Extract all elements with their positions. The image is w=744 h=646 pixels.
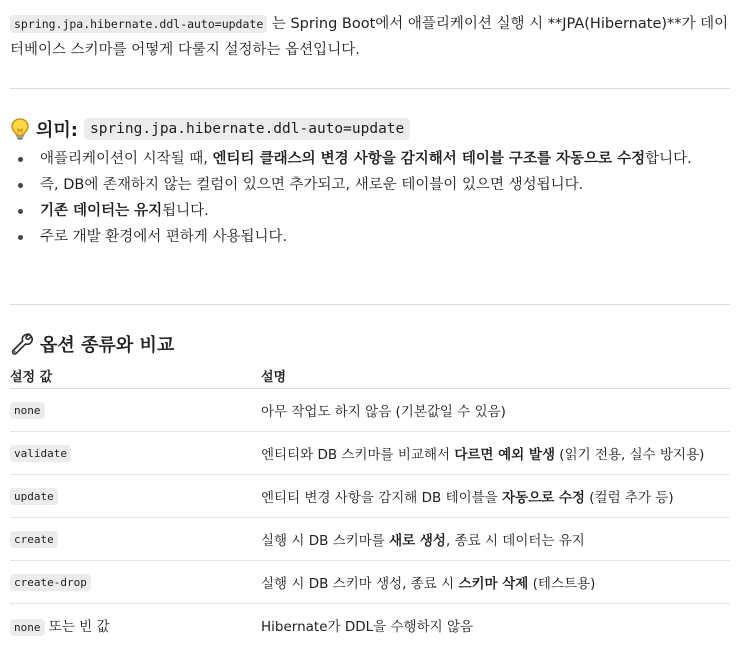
value-cell: [10, 432, 261, 475]
description-bold-text: 자동으로 수정: [502, 490, 585, 506]
description-text: 엔티티 변경 사항을 감지해 DB 테이블을: [261, 490, 502, 506]
description-bold-text: 다르면 예외 발생: [454, 447, 555, 463]
table-row: [10, 432, 730, 475]
intro-text: 는 Spring Boot에서 애플리케이션 실행 시 **JPA(Hibernate)**가 데이터베이스 스키마를 어떻게 다룰지 설정하는 옵션입니다.: [10, 16, 728, 58]
value-cell: [10, 604, 261, 646]
table-row: [10, 518, 730, 561]
list-item: [10, 224, 725, 250]
intro-paragraph: [10, 11, 730, 63]
divider-top: [10, 88, 730, 89]
table-row: [10, 604, 730, 646]
value-cell: [10, 475, 261, 518]
table-row: [10, 561, 730, 604]
value-code: create-drop: [10, 574, 91, 591]
list-item: [10, 198, 725, 224]
description-cell: [261, 432, 730, 475]
options-title: 옵션 종류와 비교: [40, 331, 174, 357]
value-cell: [10, 518, 261, 561]
description-text: 실행 시 DB 스키마를: [261, 533, 389, 549]
description-text: Hibernate가 DDL을 수행하지 않음: [261, 619, 473, 635]
description-text: (테스트용): [528, 576, 595, 592]
column-header-description: 설명: [261, 366, 730, 389]
intro-code: spring.jpa.hibernate.ddl-auto=update: [10, 15, 267, 33]
bullet-text: 즉, DB에 존재하지 않는 컬럼이 있으면 추가되고, 새로운 테이블이 있으면 생성됩니다.: [40, 177, 583, 193]
meaning-label: 의미:: [36, 116, 78, 142]
table-row: [10, 389, 730, 432]
table-row: [10, 475, 730, 518]
description-text: 실행 시 DB 스키마 생성, 종료 시: [261, 576, 458, 592]
list-item: [10, 172, 725, 198]
bullet-text: 애플리케이션이 시작될 때,: [40, 151, 213, 167]
value-cell: [10, 389, 261, 432]
value-cell: [10, 561, 261, 604]
description-cell: [261, 389, 730, 432]
description-cell: [261, 475, 730, 518]
bullet-bold-text: 엔티티 클래스의 변경 사항을 감지해서 테이블 구조를 자동으로 수정: [213, 151, 646, 167]
value-code: create: [10, 531, 58, 548]
options-heading: [10, 331, 174, 357]
description-cell: [261, 518, 730, 561]
bullet-text: 주로 개발 환경에서 편하게 사용됩니다.: [40, 229, 287, 245]
bullet-text: 합니다.: [645, 151, 692, 167]
description-text: , 종료 시 데이터는 유지: [446, 533, 585, 549]
table-header-row: [10, 366, 730, 389]
wrench-icon: [10, 332, 34, 356]
meaning-bullet-list: [10, 146, 725, 250]
value-code: none: [10, 619, 45, 636]
value-code: update: [10, 488, 58, 505]
description-text: 아무 작업도 하지 않음 (기본값일 수 있음): [261, 404, 506, 420]
description-bold-text: 새로 생성: [389, 533, 446, 549]
list-item: [10, 146, 725, 172]
options-table: [10, 366, 730, 646]
meaning-code: spring.jpa.hibernate.ddl-auto=update: [84, 118, 410, 140]
description-text: (컬럼 추가 등): [585, 490, 674, 506]
bullet-text: 됩니다.: [162, 203, 209, 219]
description-cell: [261, 561, 730, 604]
meaning-heading: [10, 116, 410, 142]
bullet-bold-text: 기존 데이터는 유지: [40, 203, 162, 219]
value-code: none: [10, 402, 45, 419]
description-text: 엔티티와 DB 스키마를 비교해서: [261, 447, 454, 463]
description-bold-text: 스키마 삭제: [458, 576, 528, 592]
description-cell: [261, 604, 730, 646]
value-code: validate: [10, 445, 71, 462]
value-suffix-text: 또는 빈 값: [45, 619, 110, 635]
description-text: (읽기 전용, 실수 방지용): [555, 447, 704, 463]
lightbulb-icon: [10, 117, 30, 141]
divider-middle: [10, 304, 730, 305]
column-header-value: 설정 값: [10, 366, 261, 389]
